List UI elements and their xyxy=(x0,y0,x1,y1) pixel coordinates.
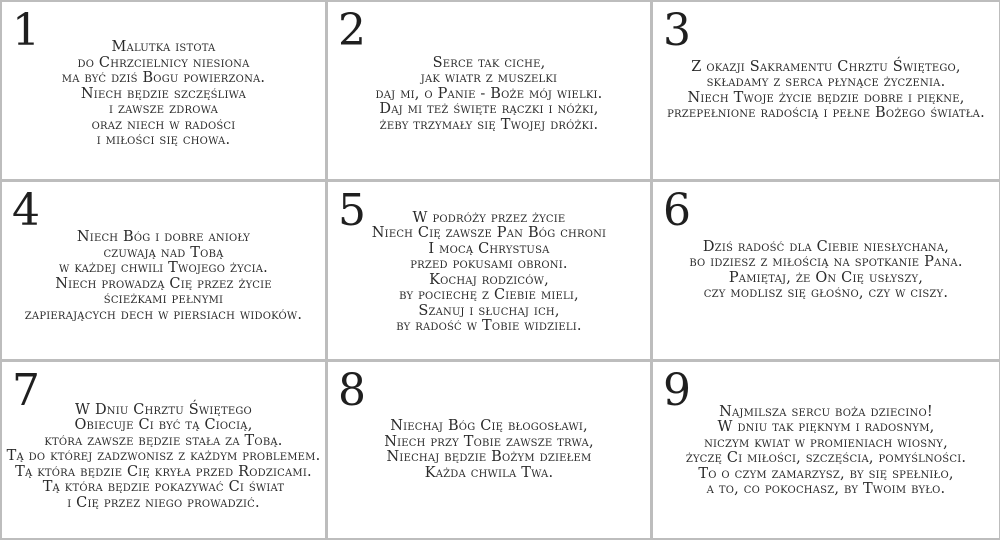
verse-line: Tą która będzie pokazywać Ci świat xyxy=(42,479,285,496)
verse-line: bo idziesz z miłością na spotkanie Pana. xyxy=(689,254,963,270)
verse-line: by pociechę z Ciebie mieli, xyxy=(399,287,579,303)
card-text xyxy=(2,182,325,359)
verse-line: Tą która będzie Cię kryła przed Rodzicami. xyxy=(15,463,312,480)
card-text xyxy=(653,182,999,359)
verse-line: To o czym zamarzysz, by się spełniło, xyxy=(698,465,954,482)
verse-line: zapierających dech w piersiach widoków. xyxy=(24,306,303,323)
card-text xyxy=(328,182,650,359)
verse-line: Z okazji Sakramentu Chrztu Świętego, xyxy=(691,58,961,75)
verse-line: Szanuj i słuchaj ich, xyxy=(418,302,560,319)
verse-line: W podróży przez życie xyxy=(412,209,566,226)
verse-line: do Chrzcielnicy niesiona xyxy=(77,54,250,71)
card-text xyxy=(2,362,325,538)
card-9 xyxy=(651,360,1000,540)
verse-line: przed pokusami obroni. xyxy=(410,256,568,272)
verse-line: Najmilsza sercu boża dziecino! xyxy=(719,403,933,420)
card-number: 1 xyxy=(12,5,40,56)
card-number: 4 xyxy=(12,185,40,236)
card-number: 3 xyxy=(663,5,691,56)
verse-line: W Dniu Chrztu Świętego xyxy=(75,401,252,418)
card-text xyxy=(2,2,325,179)
verse-line: Niech Cię zawsze Pan Bóg chroni xyxy=(371,225,607,241)
verse-line: Niech prowadzą Cię przez życie xyxy=(55,275,272,292)
verse-line: i zawsze zdrowa xyxy=(108,101,218,118)
card-text xyxy=(653,2,999,179)
verse-line: jak wiatr z muszelki xyxy=(420,70,558,87)
card-8 xyxy=(326,360,652,540)
verse-line: i miłości się chowa. xyxy=(96,132,231,149)
verse-line: Niech przy Tobie zawsze trwa, xyxy=(384,433,594,450)
card-3 xyxy=(651,0,1000,181)
verse-line: składamy z serca płynące życzenia. xyxy=(706,74,946,90)
card-6 xyxy=(651,180,1000,361)
verse-line: W dniu tak pięknym i radosnym, xyxy=(717,419,935,435)
card-number: 7 xyxy=(12,365,40,416)
verse-line: Niechaj będzie Bożym dziełem xyxy=(386,449,592,465)
card-text xyxy=(328,2,650,179)
verse-line: Dziś radość dla Ciebie niesłychana, xyxy=(702,238,950,255)
card-2 xyxy=(326,0,652,181)
card-number: 5 xyxy=(338,185,366,236)
card-text xyxy=(653,362,999,538)
card-text xyxy=(328,362,650,538)
verse-line: Niech będzie szczęśliwa xyxy=(80,85,247,102)
verse-line: Serce tak ciche, xyxy=(432,54,546,71)
verse-line: ścieżkami pełnymi xyxy=(103,291,224,307)
verse-line: przepełnione radością i pełne Bożego światła. xyxy=(667,105,985,121)
verse-line: niczym kwiat w promieniach wiosny, xyxy=(704,434,948,451)
verse-line: Kochaj rodziców, xyxy=(429,271,549,288)
verse-line: Każda chwila Twa. xyxy=(424,464,554,481)
card-7 xyxy=(0,360,327,540)
verse-line: i Cię przez niego prowadzić. xyxy=(67,494,260,511)
verse-line: I mocą Chrystusa xyxy=(428,240,550,257)
card-number: 2 xyxy=(338,5,366,56)
verse-line: oraz niech w radości xyxy=(91,116,236,133)
card-number: 6 xyxy=(663,185,691,236)
verse-line: życzę Ci miłości, szczęścia, pomyślności. xyxy=(685,450,967,466)
verse-line: Daj mi też święte rączki i nóżki, xyxy=(379,101,599,118)
verse-line: żeby trzymały się Twojej dróżki. xyxy=(379,116,599,133)
verse-line: Obiecuje Ci być tą Ciocią, xyxy=(74,417,253,434)
card-number: 9 xyxy=(663,365,691,416)
card-number: 8 xyxy=(338,365,366,416)
verse-line: a to, co pokochasz, by Twoim było. xyxy=(706,481,946,497)
verse-line: Pamiętaj, że On Cię usłyszy, xyxy=(728,269,924,286)
verse-line: Malutka istota xyxy=(111,39,216,56)
verse-line: która zawsze będzie stała za Tobą. xyxy=(44,432,283,449)
verse-line: Niech Twoje życie będzie dobre i piękne, xyxy=(687,89,965,106)
verse-line: Tą do której zadzwonisz z każdym problemem. xyxy=(6,448,321,465)
verse-line: w każdej chwili Twojego życia. xyxy=(59,260,268,276)
verse-line: daj mi, o Panie - Boże mój wielki. xyxy=(375,85,603,102)
verse-line: czy modlisz się głośno, czy w ciszy. xyxy=(703,285,949,301)
verse-line: czuwają nad Tobą xyxy=(103,244,224,261)
verse-line: ma być dziś Bogu powierzona. xyxy=(61,70,266,87)
card-1 xyxy=(0,0,327,181)
verse-line: Niechaj Bóg Cię błogosławi, xyxy=(390,418,588,434)
verse-line: by radość w Tobie widzieli. xyxy=(396,318,582,334)
card-5 xyxy=(326,180,652,361)
verse-line: Niech Bóg i dobre anioły xyxy=(76,229,251,245)
card-4 xyxy=(0,180,327,361)
